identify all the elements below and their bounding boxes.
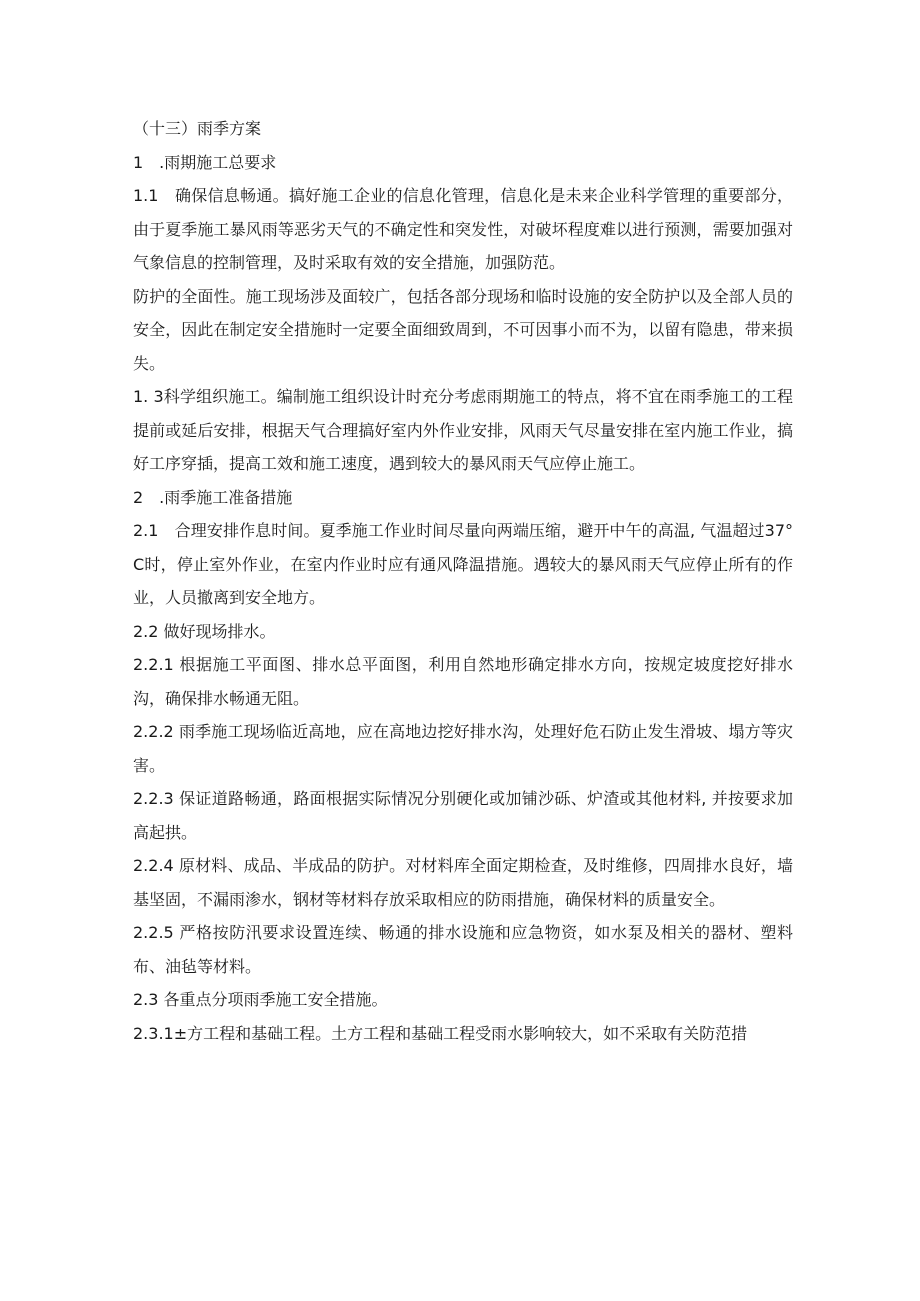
paragraph-2-3-1: 2.3.1±方工程和基础工程。土方工程和基础工程受雨水影响较大，如不采取有关防范措 [133,1023,748,1043]
paragraph-2-2-5: 2.2.5 严格按防汛要求设置连续、畅通的排水设施和应急物资，如水泵及相关的器材、塑料布、油毡等材料。 [133,923,793,976]
document-body [133,112,793,1050]
paragraph-2-2: 2.2 做好现场排水。 [133,621,276,641]
paragraph-1-1: 1.1 确保信息畅通。搞好施工企业的信息化管理，信息化是未来企业科学管理的重要部分，由于夏季施工暴风雨等恶劣天气的不确定性和突发性，对破坏程度难以进行预测，需要加强对气象信息的控制管理，及时采取有效的安全措施，加强防范。 [133,186,793,272]
paragraph-2-2-1: 2.2.1 根据施工平面图、排水总平面图，利用自然地形确定排水方向，按规定坡度挖好排水沟，确保排水畅通无阻。 [133,655,793,708]
paragraph-1-2: 防护的全面性。施工现场涉及面较广，包括各部分现场和临时设施的安全防护以及全部人员的安全，因此在制定安全措施时一定要全面细致周到，不可因事小而不为，以留有隐患，带来损失。 [133,286,793,373]
paragraph-2-2-2: 2.2.2 雨季施工现场临近高地，应在高地边挖好排水沟，处理好危石防止发生滑坡、塌方等灾害。 [133,722,793,775]
subsection-heading-1: 1 .雨期施工总要求 [133,152,277,172]
paragraph-1-3: 1. 3科学组织施工。编制施工组织设计时充分考虑雨期施工的特点，将不宜在雨季施工的工程提前或延后安排，根据天气合理搞好室内外作业安排，风雨天气尽量安排在室内施工作业，搞好工序穿插，提高工效和施工速度，遇到较大的暴风雨天气应停止施工。 [133,387,793,473]
paragraph-2-1: 2.1 合理安排作息时间。夏季施工作业时间尽量向两端压缩，避开中午的高温, 气温超过37°C时，停止室外作业，在室内作业时应有通风降温措施。遇较大的暴风雨天气应停止所有的作业，人员撤离到安全地方。 [133,521,793,607]
subsection-heading-2: 2 .雨季施工准备措施 [133,487,293,507]
section-heading: （十三）雨季方案 [133,119,262,138]
paragraph-2-2-4: 2.2.4 原材料、成品、半成品的防护。对材料库全面定期检查，及时维修，四周排水良好，墙基坚固，不漏雨渗水，钢材等材料存放采取相应的防雨措施，确保材料的质量安全。 [133,856,793,909]
paragraph-2-3: 2.3 各重点分项雨季施工安全措施。 [133,990,388,1009]
paragraph-2-2-3: 2.2.3 保证道路畅通，路面根据实际情况分别硬化或加铺沙砾、炉渣或其他材料, 并按要求加高起拱。 [133,789,793,842]
